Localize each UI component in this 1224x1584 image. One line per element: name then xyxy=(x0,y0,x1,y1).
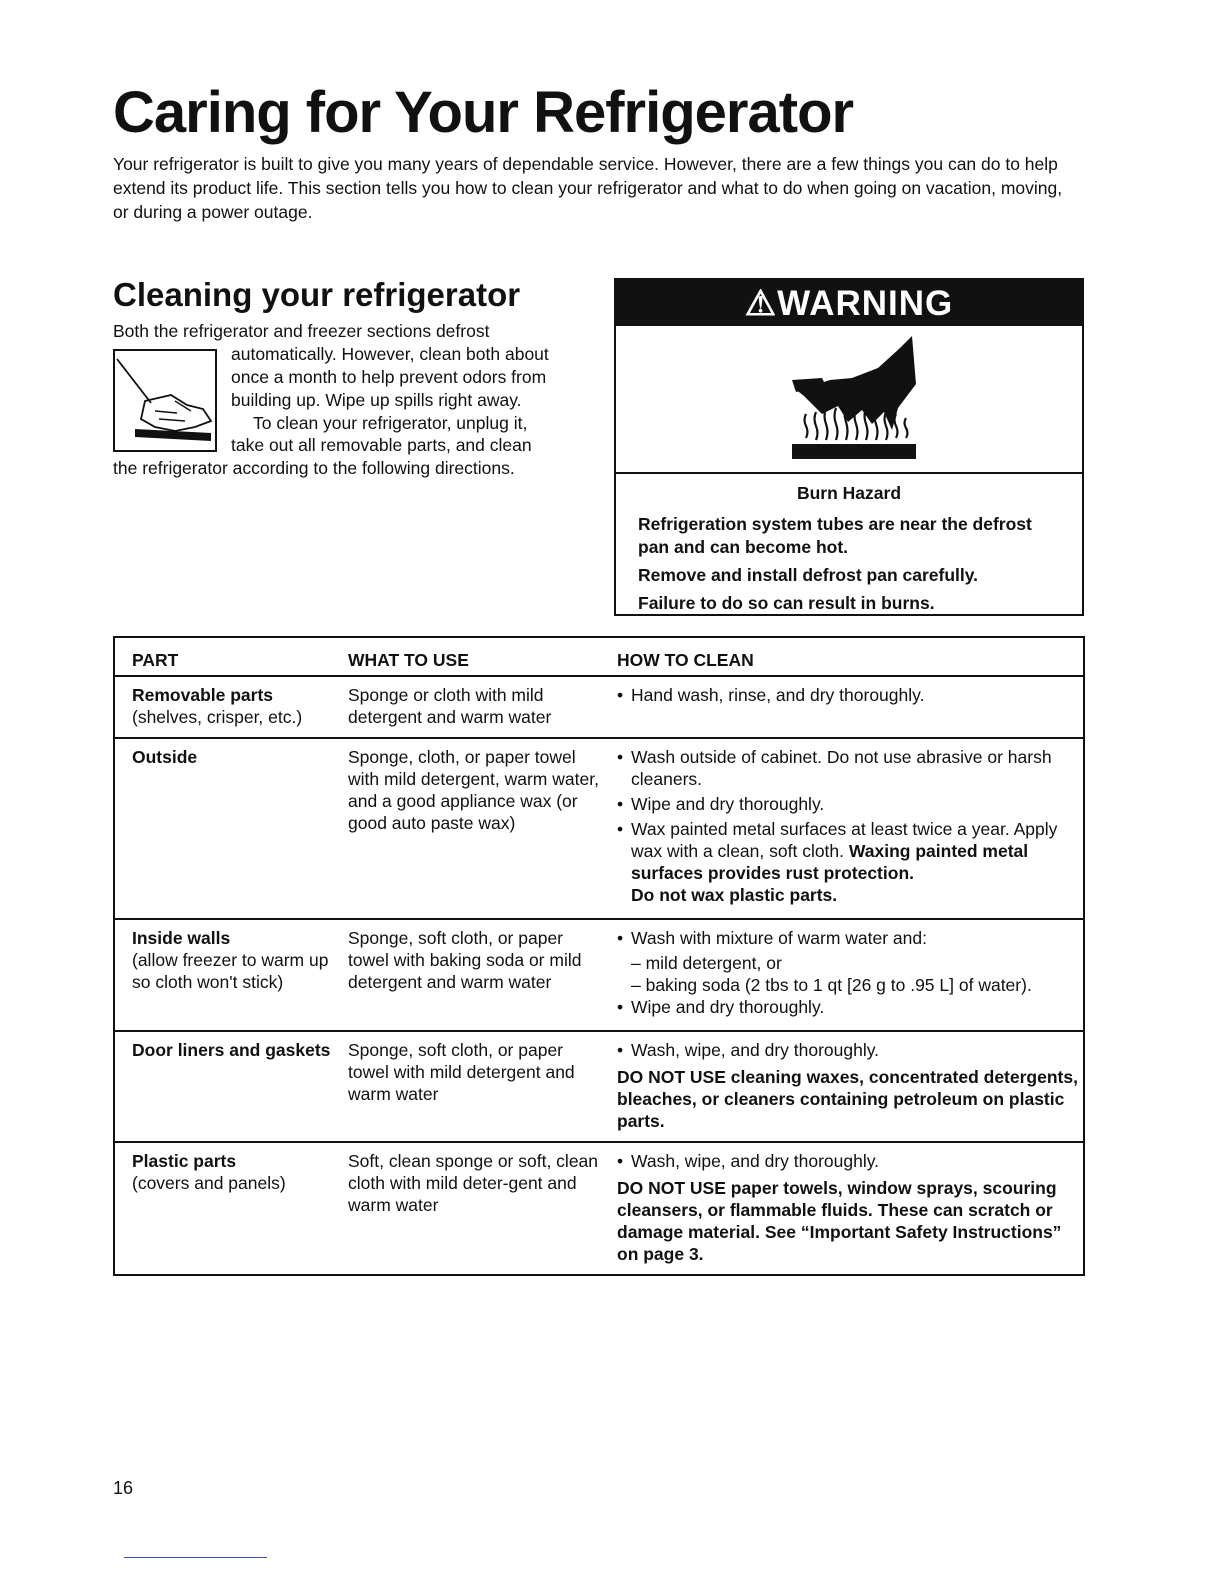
table-row xyxy=(114,1031,1084,1142)
table-row xyxy=(114,919,1084,1031)
clean-sub-step: – baking soda (2 tbs to 1 qt [26 g to .95 L] of water). xyxy=(631,975,1032,995)
do-not-use-note: DO NOT USE cleaning waxes, concentrated detergents, bleaches, or cleaners containing petroleum on plastic parts. xyxy=(617,1067,1078,1131)
clean-step: • Wipe and dry thoroughly. xyxy=(617,793,1083,815)
footer-rule xyxy=(124,1557,267,1558)
part-name: Outside xyxy=(132,747,198,767)
part-note: (allow freezer to warm up so cloth won't stick) xyxy=(132,950,329,992)
hazard-title: Burn Hazard xyxy=(796,483,902,503)
clean-step-bold: Waxing painted metal surfaces provides rust protection. xyxy=(631,841,1029,883)
cleaning-line: building up. Wipe up spills right away. xyxy=(231,390,522,410)
what-to-use: Soft, clean sponge or soft, clean cloth with mild deter-gent and warm water xyxy=(348,1151,599,1215)
cleaning-line: automatically. However, clean both about xyxy=(231,344,549,364)
warning-triangle-icon: ⚠ xyxy=(744,284,778,323)
what-to-use: Sponge or cloth with mild detergent and warm water xyxy=(348,685,552,727)
cleaning-line: once a month to help prevent odors from xyxy=(231,367,547,387)
table-header-row xyxy=(114,637,1084,676)
clean-step-text: Wax painted metal surfaces at least twice a year. Apply wax with a clean, soft cloth. xyxy=(631,819,1058,861)
wipe-hand-illustration xyxy=(113,349,217,452)
warning-header xyxy=(616,280,1082,326)
part-name: Inside walls xyxy=(132,928,231,948)
cleaning-line: To clean your refrigerator, unplug it, xyxy=(253,413,528,433)
what-to-use: Sponge, soft cloth, or paper towel with baking soda or mild detergent and warm water xyxy=(348,928,582,992)
warning-line: Failure to do so can result in burns. xyxy=(638,593,935,613)
clean-step xyxy=(617,818,1083,906)
clean-step: • Wipe and dry thoroughly. xyxy=(617,996,1083,1018)
clean-step: • Wash, wipe, and dry thoroughly. xyxy=(617,1150,1083,1172)
column-header: PART xyxy=(132,650,179,670)
hot-surface-hand-icon xyxy=(616,326,1082,472)
clean-step: • Wash outside of cabinet. Do not use abrasive or harsh cleaners. xyxy=(617,746,1083,790)
part-name: Removable parts xyxy=(132,685,274,705)
what-to-use: Sponge, soft cloth, or paper towel with mild detergent and warm water xyxy=(348,1040,575,1104)
cleaning-line: the refrigerator according to the following directions. xyxy=(113,458,515,478)
clean-step: • Wash, wipe, and dry thoroughly. xyxy=(617,1039,1083,1061)
clean-step: • Hand wash, rinse, and dry thoroughly. xyxy=(617,684,1083,706)
part-name: Door liners and gaskets xyxy=(132,1040,331,1060)
table-row xyxy=(114,676,1084,738)
part-note: (covers and panels) xyxy=(132,1173,286,1193)
page-title: Caring for Your Refrigerator xyxy=(113,80,854,145)
cleaning-line: Both the refrigerator and freezer sections defrost xyxy=(113,321,490,341)
section-heading: Cleaning your refrigerator xyxy=(113,276,521,313)
part-note: (shelves, crisper, etc.) xyxy=(132,707,303,727)
warning-box xyxy=(614,278,1084,616)
burn-hazard-illustration xyxy=(616,326,1082,474)
clean-step: • Wash with mixture of warm water and: xyxy=(617,927,1083,949)
warning-label: WARNING xyxy=(777,284,954,323)
clean-step-bold: Do not wax plastic parts. xyxy=(631,885,838,905)
cleaning-table xyxy=(113,636,1085,1276)
warning-line: Remove and install defrost pan carefully. xyxy=(638,565,979,585)
column-header: HOW TO CLEAN xyxy=(617,650,754,670)
table-row xyxy=(114,738,1084,919)
clean-sub-step: – mild detergent, or xyxy=(631,953,782,973)
warning-line: Refrigeration system tubes are near the defrost pan and can become hot. xyxy=(638,514,1032,557)
table-row xyxy=(114,1142,1084,1275)
cleaning-line: take out all removable parts, and clean xyxy=(231,435,532,455)
what-to-use: Sponge, cloth, or paper towel with mild detergent, warm water, and a good appliance wax (or good auto paste wax) xyxy=(348,747,599,833)
part-name: Plastic parts xyxy=(132,1151,237,1171)
page-number: 16 xyxy=(113,1478,134,1498)
do-not-use-note: DO NOT USE paper towels, window sprays, scouring cleansers, or flammable fluids. These can scratch or damage material. See “Important Safety Instructions” on page 3. xyxy=(617,1178,1062,1264)
column-header: WHAT TO USE xyxy=(348,650,469,670)
hand-wiping-icon xyxy=(115,351,215,450)
intro-paragraph: Your refrigerator is built to give you many years of dependable service. However, there are a few things you can do to help extend its product life. This section tells you how to clean your refrigerator and what to do when going on vacation, moving, or during a power outage. xyxy=(113,154,1063,222)
